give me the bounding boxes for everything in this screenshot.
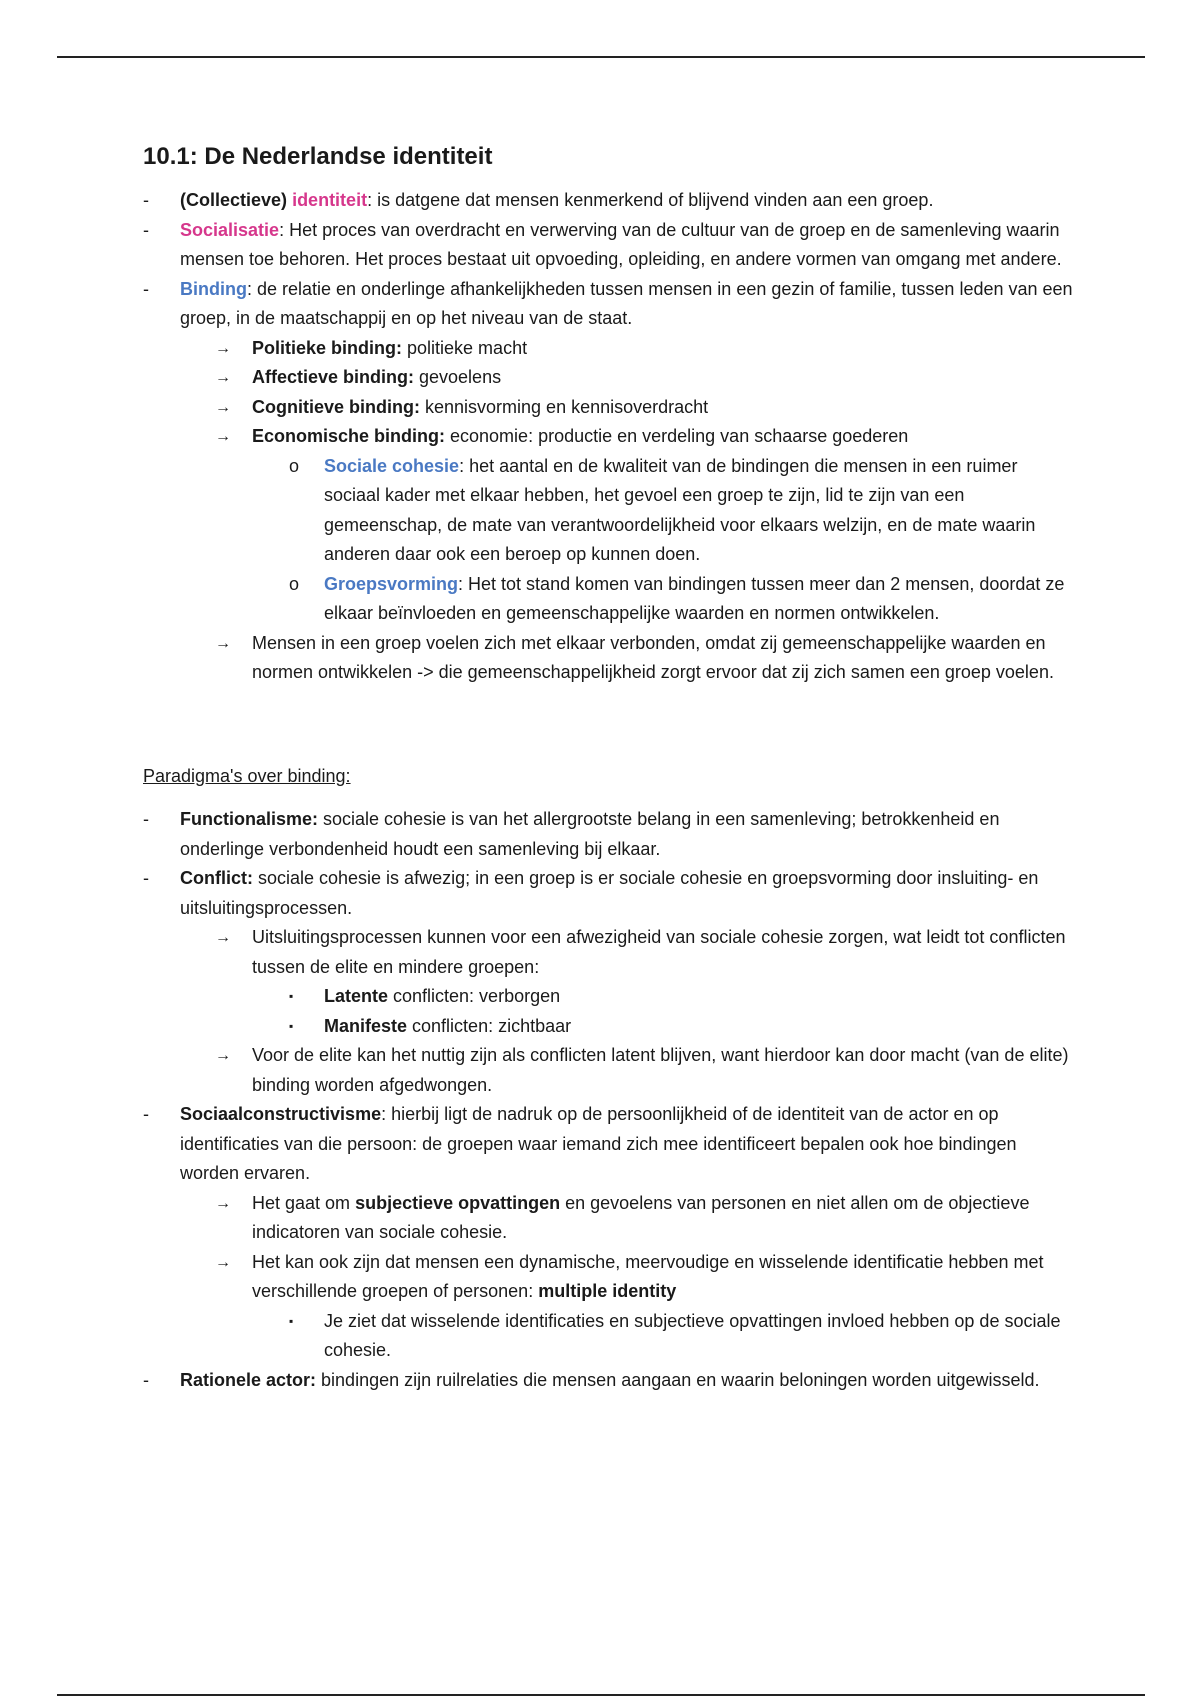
- section-subtitle: Paradigma's over binding:: [143, 765, 351, 786]
- sub-item-label: Politieke binding:: [252, 337, 403, 358]
- sub-item-text: en gevoelens van personen en niet allen om de objectieve indicatoren van sociale cohesie.: [252, 1192, 1030, 1242]
- sub-item-economische-binding: [143, 422, 1073, 452]
- sub-item-text: gevoelens: [414, 367, 502, 387]
- term-rationele-actor: Rationele actor:: [180, 1369, 317, 1390]
- arrow-bullet-icon: →: [215, 398, 231, 416]
- sub-item-text: politieke macht: [402, 337, 528, 358]
- sub-sub-item-latent: [143, 982, 1073, 1012]
- term-sociale-cohesie: Sociale cohesie: [324, 455, 460, 476]
- term-sociaalconstructivisme: Sociaalconstructivisme: [180, 1104, 382, 1124]
- sub-item-text: Uitsluitingsprocessen kunnen voor een afwezigheid van sociale cohesie zorgen, wat leidt tot conflicten tussen de elite en mindere groepen:: [252, 927, 1066, 977]
- document-body: [143, 140, 1073, 1395]
- definition-text: sociale cohesie is van het allergrootste belang in een samenleving; betrokkenheid en onderlinge verbondenheid houdt een samenleving bij elkaar.: [180, 809, 1000, 859]
- circle-bullet: o: [289, 455, 300, 476]
- term-prefix: (Collectieve): [180, 190, 288, 210]
- list-item-rationele-actor: [143, 1366, 1073, 1396]
- sub-item-elite: [143, 1041, 1073, 1100]
- top-rule: [57, 56, 1145, 58]
- dash-bullet: -: [143, 868, 149, 888]
- list-item-conflict: [143, 864, 1073, 923]
- definition-text: bindingen zijn ruilrelaties die mensen aangaan en waarin beloningen worden uitgewisseld.: [316, 1369, 1040, 1390]
- sub-item-text: Voor de elite kan het nuttig zijn als conflicten latent blijven, want hierdoor kan door macht (van de elite) binding worden afgedwongen.: [252, 1045, 1069, 1095]
- arrow-bullet-icon: →: [215, 369, 231, 386]
- sub-item-uitsluiting: [143, 923, 1073, 982]
- sub-sub-item-manifest: [143, 1012, 1073, 1042]
- bottom-rule: [57, 1694, 1145, 1696]
- term-manifeste: Manifeste: [324, 1015, 408, 1036]
- sub-item-text: Het kan ook zijn dat mensen een dynamische, meervoudige en wisselende identificatie hebben met verschillende groepen of personen:: [252, 1251, 1044, 1301]
- sub-item-text: economie: productie en verdeling van schaarse goederen: [445, 426, 909, 446]
- sub-item-label: Affectieve binding:: [252, 367, 415, 387]
- dash-bullet: -: [143, 809, 149, 829]
- term-conflict: Conflict:: [180, 868, 253, 888]
- list-item-identiteit: [143, 186, 1073, 216]
- term-subjectieve-opvattingen: subjectieve opvattingen: [355, 1192, 561, 1213]
- list-item-binding: [143, 275, 1073, 334]
- term-multiple-identity: multiple identity: [538, 1281, 677, 1301]
- page-title: 10.1: De Nederlandse identiteit: [143, 143, 493, 170]
- arrow-bullet-icon: →: [215, 929, 231, 946]
- arrow-bullet-icon: →: [215, 428, 231, 445]
- sub-item-cognitieve-binding: [143, 393, 1073, 423]
- sub-sub-item-invloed: [143, 1307, 1073, 1366]
- dash-bullet: -: [143, 1369, 149, 1390]
- square-bullet-icon: ▪: [289, 989, 294, 1003]
- dash-bullet: -: [143, 219, 149, 240]
- list-item-functionalisme: [143, 805, 1073, 864]
- square-bullet-icon: ▪: [289, 1313, 294, 1328]
- sub-item-politieke-binding: [143, 334, 1073, 364]
- list-item-sociaalconstructivisme: [143, 1100, 1073, 1189]
- sub-item-multiple-identity: [143, 1248, 1073, 1307]
- sub-item-closing: [143, 629, 1073, 688]
- dash-bullet: -: [143, 190, 149, 210]
- definition-text: : hierbij ligt de nadruk op de persoonlijkheid of de identiteit van de actor en op identificaties van die persoon: de groepen waar iemand zich mee identificeert bepalen ook hoe bindingen worden ervaren.: [180, 1104, 1017, 1183]
- sub-sub-item-groepsvorming: [143, 570, 1073, 629]
- arrow-bullet-icon: →: [215, 1194, 231, 1212]
- sub-item-affectieve-binding: [143, 363, 1073, 393]
- arrow-bullet-icon: →: [215, 1047, 231, 1064]
- definition-text: conflicten: verborgen: [388, 986, 561, 1006]
- definition-text: : Het proces van overdracht en verwerving van de cultuur van de groep en de samenleving waarin mensen toe behoren. Het proces bestaat uit opvoeding, opleiding, en andere vormen van omgang met andere.: [180, 219, 1062, 269]
- dash-bullet: -: [143, 278, 149, 299]
- term-binding: Binding: [180, 278, 247, 299]
- arrow-bullet-icon: →: [215, 1253, 231, 1271]
- dash-bullet: -: [143, 1104, 149, 1124]
- square-bullet-icon: ▪: [289, 1018, 294, 1033]
- definition-text: : Het tot stand komen van bindingen tussen meer dan 2 mensen, doordat ze elkaar beïnvloeden en gemeenschappelijke waarden en normen ontwikkelen.: [324, 573, 1065, 623]
- sub-item-text: Mensen in een groep voelen zich met elkaar verbonden, omdat zij gemeenschappelijke waarden en normen ontwikkelen -> die gemeenschappelijkheid zorgt ervoor dat zij zich samen een groep voelen.: [252, 632, 1054, 682]
- definition-text: : de relatie en onderlinge afhankelijkheden tussen mensen in een gezin of familie, tussen leden van een groep, in de maatschappij en op het niveau van de staat.: [180, 278, 1073, 328]
- sub-item-text: Het gaat om: [252, 1192, 356, 1213]
- definition-text: : is datgene dat mensen kenmerkend of blijvend vinden aan een groep.: [367, 190, 934, 210]
- term-groepsvorming: Groepsvorming: [324, 573, 459, 594]
- term-identiteit: identiteit: [292, 190, 368, 210]
- sub-item-label: Economische binding:: [252, 426, 446, 446]
- sub-item-text: Je ziet dat wisselende identificaties en subjectieve opvattingen invloed hebben op de sociale cohesie.: [324, 1310, 1061, 1360]
- sub-item-label: Cognitieve binding:: [252, 396, 420, 417]
- definition-text: sociale cohesie is afwezig; in een groep is er sociale cohesie en groepsvorming door insluiting- en uitsluitingsprocessen.: [180, 868, 1039, 918]
- term-functionalisme: Functionalisme:: [180, 809, 319, 829]
- definition-text: conflicten: zichtbaar: [407, 1015, 572, 1036]
- definition-text: : het aantal en de kwaliteit van de bindingen die mensen in een ruimer sociaal kader met elkaar hebben, het gevoel een groep te zijn, lid te zijn van een gemeenschap, de mate van verantwoordelijkheid voor elkaars welzijn, en de mate waarin anderen daar ook een beroep op kunnen doen.: [324, 455, 1036, 564]
- arrow-bullet-icon: →: [215, 634, 231, 652]
- term-socialisatie: Socialisatie: [180, 219, 280, 240]
- sub-item-subjectieve: [143, 1189, 1073, 1248]
- sub-item-text: kennisvorming en kennisoverdracht: [420, 396, 709, 417]
- section-gap: [143, 688, 1073, 762]
- arrow-bullet-icon: →: [215, 339, 231, 357]
- sub-sub-item-sociale-cohesie: [143, 452, 1073, 570]
- list-item-socialisatie: [143, 216, 1073, 275]
- term-latente: Latente: [324, 986, 389, 1006]
- circle-bullet: o: [289, 573, 300, 594]
